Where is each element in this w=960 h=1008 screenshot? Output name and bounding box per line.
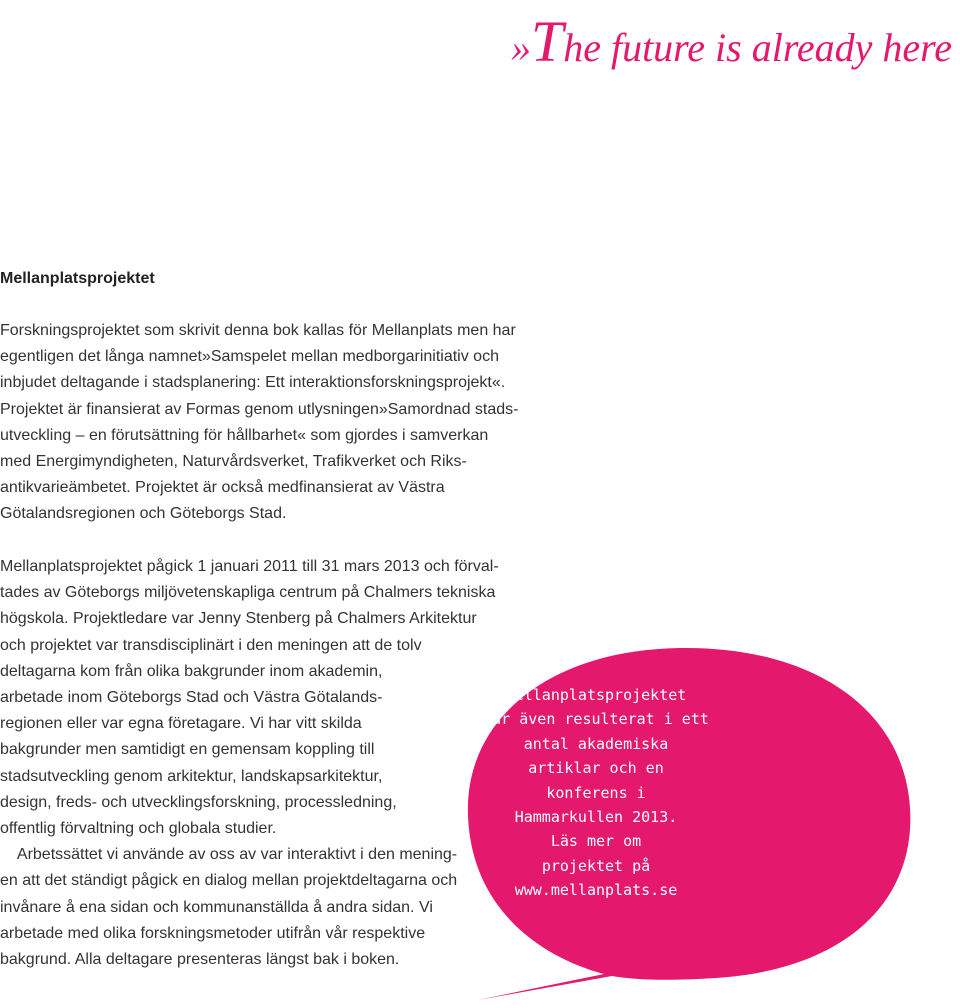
paragraph-line: bakgrund. Alla deltagare presenteras längst bak i boken. [0,951,400,969]
paragraph-line: design, freds- och utvecklingsforskning, processledning, [0,793,397,811]
paragraph-line: med Energimyndigheten, Naturvårdsverket, Trafikverket och Riks- [0,453,467,471]
callout-line: Hammarkullen 2013. [514,808,678,827]
paragraph-line: Mellanplatsprojektet pågick 1 januari 2011 till 31 mars 2013 och förval- [0,558,499,575]
headline-initial: T [530,9,564,74]
callout-line: konferens i [546,783,646,802]
paragraph-line: högskola. Projektledare var Jenny Stenberg på Chalmers Arkitektur [0,610,477,628]
callout-link[interactable]: www.mellanplats.se [514,881,678,900]
callout-line: Läs mer om [550,832,642,851]
callout-line: artiklar och en [528,759,664,778]
callout-line: antal akademiska [523,734,669,753]
paragraph-line: invånare å ena sidan och kommunanställda å andra sidan. Vi [0,898,433,916]
paragraph-line: egentligen det långa namnet»Samspelet mellan medborgarinitiativ och [0,348,499,366]
paragraph-line: arbetade inom Göteborgs Stad och Västra Götalands- [0,689,383,707]
page-headline [510,9,952,76]
paragraph-line: utveckling – en förutsättning för hållbarhet« som gjordes i samverkan [0,426,489,444]
callout-line: har även resulterat i ett [483,710,709,729]
intro-paragraph [0,318,518,528]
paragraph-line: Projektet är finansierat av Formas genom utlysningen»Samordnad stads- [0,400,519,418]
paragraph-line: Forskningsprojektet som skrivit denna bok kallas för Mellanplats men har [0,322,516,339]
paragraph-line: en att det ständigt pågick en dialog mellan projektdeltagarna och [0,872,458,890]
paragraph-line: arbetade med olika forskningsmetoder utifrån vår respektive [0,924,426,942]
paragraph-line: och projektet var transdisciplinärt i den meningen att de tolv [0,636,422,654]
paragraph-line: tades av Göteborgs miljövetenskapliga centrum på Chalmers tekniska [0,584,496,602]
paragraph-line: Arbetssättet vi använde av oss av var interaktivt i den mening- [0,846,458,864]
paragraph-line: offentlig förvaltning och globala studier. [0,820,277,838]
callout-line: projektet på [541,856,651,875]
paragraph-line: Götalandsregionen och Göteborgs Stad. [0,505,287,523]
paragraph-line: regionen eller var egna företagare. Vi har vitt skilda [0,715,362,733]
paragraph-line: inbjudet deltagande i stadsplanering: Ett interaktionsforskningsprojekt«. [0,374,506,392]
paragraph-line: stadsutveckling genom arkitektur, landskapsarkitektur, [0,767,383,785]
headline-quote-mark: » [510,25,531,70]
callout-line: Mellanplatsprojektet [505,686,687,704]
headline-rest: he future is already here [563,25,952,70]
paragraph-line: antikvarieämbetet. Projektet är också medfinansierat av Västra [0,479,445,497]
paragraph-line: deltagarna kom från olika bakgrunder inom akademin, [0,662,383,680]
section-title: Mellanplatsprojektet [0,270,155,287]
project-paragraph [0,554,499,973]
callout-text [480,683,712,903]
paragraph-line: bakgrunder men samtidigt en gemensam koppling till [0,741,375,759]
